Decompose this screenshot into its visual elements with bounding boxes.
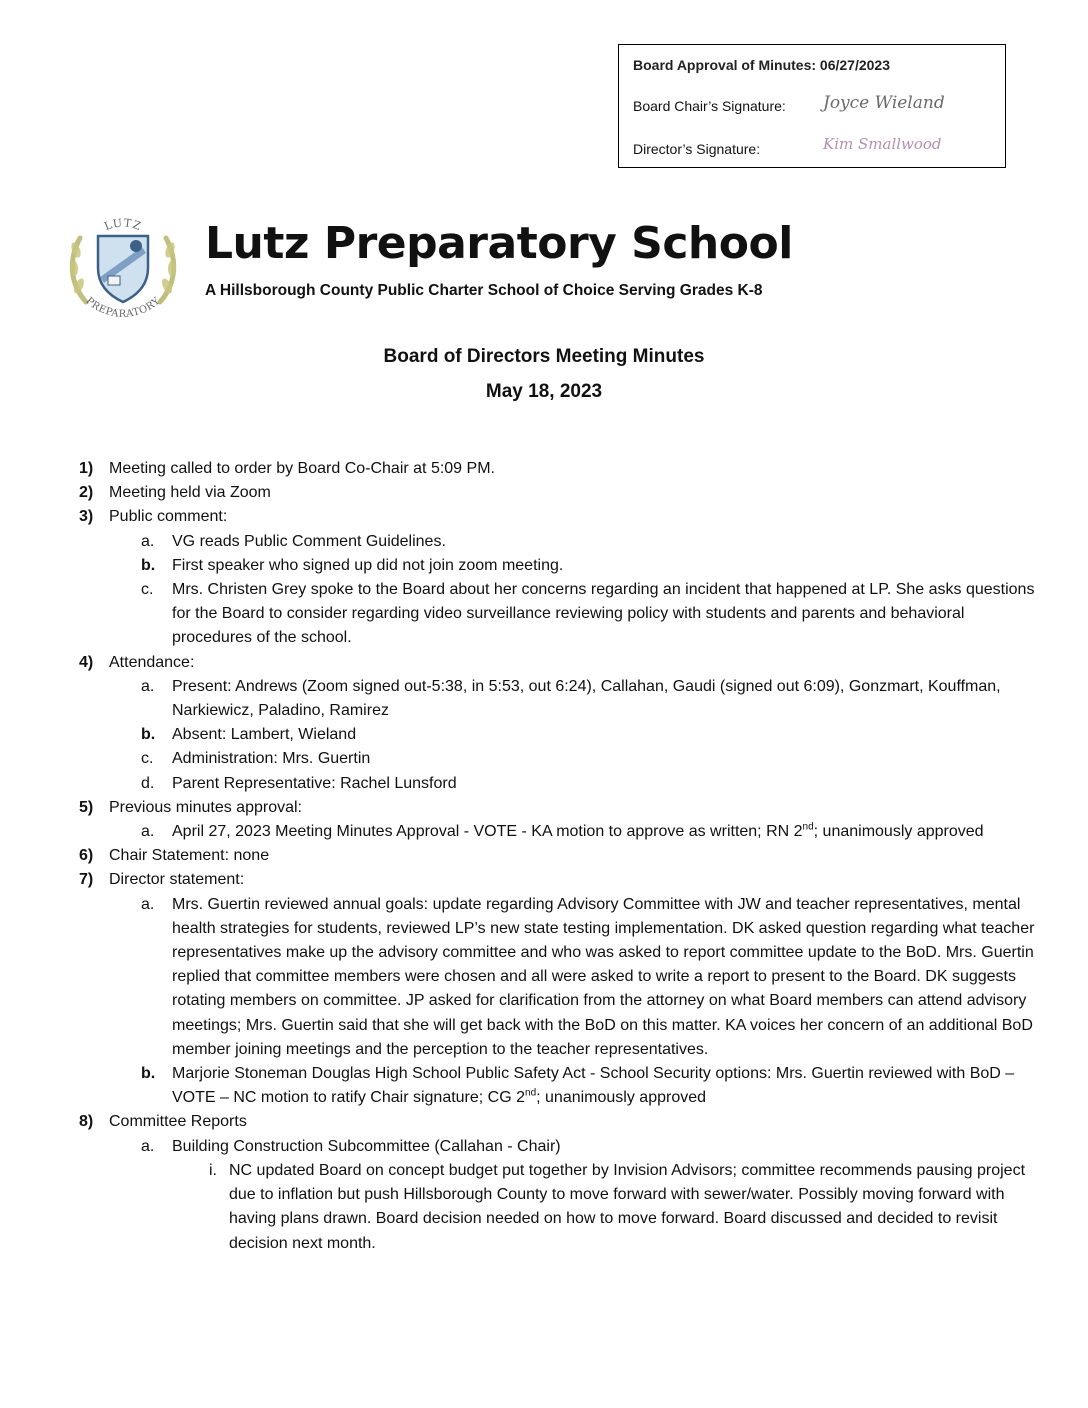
chair-signature: Joyce Wieland bbox=[823, 93, 945, 113]
sub-item bbox=[141, 675, 1039, 723]
sub-item-label: a. bbox=[141, 677, 155, 695]
item-text: Meeting held via Zoom bbox=[109, 484, 271, 502]
item-number: 2) bbox=[79, 484, 94, 502]
item-text: Previous minutes approval: bbox=[109, 798, 302, 816]
item-text: Public comment: bbox=[109, 508, 228, 526]
sub-sub-item bbox=[209, 1159, 1039, 1256]
school-name: Lutz Preparatory School bbox=[205, 218, 793, 269]
sub-item-text: Mrs. Christen Grey spoke to the Board about her concerns regarding an incident that happened at LP. She asks questions for the Board to consider regarding video surveillance reviewing policy with students and parents and behavioral procedures of the school. bbox=[172, 581, 1035, 647]
item-number: 5) bbox=[79, 798, 94, 816]
sub-item bbox=[141, 530, 1039, 554]
sub-sub-item-label: i. bbox=[209, 1161, 217, 1179]
sub-item-label: b. bbox=[141, 1065, 156, 1083]
item-number: 7) bbox=[79, 871, 94, 889]
sub-item-text: Mrs. Guertin reviewed annual goals: update regarding Advisory Committee with JW and teacher representatives, mental health strategies for students, reviewed LP’s new state testing implementation. DK asked question regarding what teacher representatives make up the advisory committee and who was asked to report committee update to the BoD. Mrs. Guertin replied that committee members were chosen and all were asked to write a report to present to the Board. DK suggests rotating members on committee. JP asked for clarification from the attorney on what Board members can attend advisory meetings; Mrs. Guertin said that she will get back with the BoD on this matter. KA voices her concern of an additional BoD member joining meetings and the perception to the teacher representatives. bbox=[172, 895, 1035, 1058]
sub-item-label: c. bbox=[141, 581, 154, 599]
sub-item bbox=[141, 1135, 1039, 1159]
director-signature-label: Director’s Signature: bbox=[633, 141, 761, 157]
item-number: 6) bbox=[79, 847, 94, 865]
sub-item-text: Absent: Lambert, Wieland bbox=[172, 726, 357, 744]
sub-item bbox=[141, 893, 1039, 1062]
svg-text:LUTZ: LUTZ bbox=[102, 216, 144, 234]
sub-item-text: Parent Representative: Rachel Lunsford bbox=[172, 774, 457, 792]
list-item bbox=[79, 457, 1039, 481]
sub-item-text: Marjorie Stoneman Douglas High School Public Safety Act - School Security options: Mrs. Guertin reviewed with BoD – VOTE – NC motion to ratify Chair signature; CG 2 bbox=[172, 1065, 1015, 1107]
sub-item-text: Building Construction Subcommittee (Callahan - Chair) bbox=[172, 1137, 561, 1155]
sub-item-text: Present: Andrews (Zoom signed out-5:38, in 5:53, out 6:24), Callahan, Gaudi (signed out 6:09), Gonzmart, Kouffman, Narkiewicz, Paladino, Ramirez bbox=[172, 677, 1001, 720]
item-number: 3) bbox=[79, 508, 94, 526]
sub-item-label: c. bbox=[141, 750, 154, 768]
item-text: Director statement: bbox=[109, 871, 245, 889]
sub-item-text-end: ; unanimously approved bbox=[536, 1089, 707, 1107]
sub-item-label: a. bbox=[141, 895, 155, 913]
sub-item-text: VG reads Public Comment Guidelines. bbox=[172, 532, 446, 550]
document-title: Board of Directors Meeting Minutes bbox=[383, 346, 705, 367]
sub-item-label: a. bbox=[141, 1137, 155, 1155]
sub-item bbox=[141, 820, 1039, 844]
list-item bbox=[79, 796, 1039, 820]
school-logo bbox=[64, 210, 182, 320]
approval-box bbox=[618, 44, 1006, 168]
minutes-list bbox=[79, 457, 1039, 1256]
sub-item-label: b. bbox=[141, 726, 156, 744]
sub-item bbox=[141, 747, 1039, 771]
school-subtitle: A Hillsborough County Public Charter School of Choice Serving Grades K-8 bbox=[205, 282, 763, 299]
item-text: Attendance: bbox=[109, 653, 195, 671]
sub-item-text: First speaker who signed up did not join zoom meeting. bbox=[172, 556, 564, 574]
sub-item bbox=[141, 578, 1039, 651]
item-number: 4) bbox=[79, 653, 94, 671]
item-number: 1) bbox=[79, 460, 94, 477]
director-signature: Kim Smallwood bbox=[823, 135, 942, 153]
item-number: 8) bbox=[79, 1113, 94, 1131]
sub-sub-item-text: NC updated Board on concept budget put together by Invision Advisors; committee recommends pausing project due to inflation but push Hillsborough County to move forward with sewer/water. Possibly moving forward with having plans drawn. Board decision needed on how to move forward. Board discussed and decided to revisit decision next month. bbox=[229, 1161, 1026, 1252]
sub-item bbox=[141, 1062, 1039, 1110]
list-item bbox=[79, 844, 1039, 868]
item-text: Meeting called to order by Board Co-Chair at 5:09 PM. bbox=[109, 460, 495, 477]
item-text: Committee Reports bbox=[109, 1113, 247, 1131]
sub-item-label: a. bbox=[141, 532, 155, 550]
sub-item bbox=[141, 772, 1039, 796]
document-date: May 18, 2023 bbox=[485, 381, 603, 402]
sub-item bbox=[141, 723, 1039, 747]
list-item bbox=[79, 651, 1039, 675]
sub-item-text: Administration: Mrs. Guertin bbox=[172, 750, 371, 768]
sub-item-label: d. bbox=[141, 774, 155, 792]
sub-item bbox=[141, 554, 1039, 578]
svg-text:PREPARATORY: PREPARATORY bbox=[83, 295, 163, 320]
ordinal-suffix: nd bbox=[525, 1087, 537, 1099]
sub-item-label: b. bbox=[141, 556, 156, 574]
list-item bbox=[79, 868, 1039, 892]
sub-item-text: April 27, 2023 Meeting Minutes Approval - VOTE - KA motion to approve as written; RN 2 bbox=[172, 823, 803, 841]
sub-item-text-end: ; unanimously approved bbox=[813, 823, 984, 841]
sub-item-label: a. bbox=[141, 823, 155, 841]
item-text: Chair Statement: none bbox=[109, 847, 270, 865]
list-item bbox=[79, 481, 1039, 505]
list-item bbox=[79, 1110, 1039, 1134]
list-item bbox=[79, 505, 1039, 529]
approval-title: Board Approval of Minutes: 06/27/2023 bbox=[633, 57, 890, 73]
ordinal-suffix: nd bbox=[802, 821, 814, 833]
chair-signature-label: Board Chair’s Signature: bbox=[633, 98, 786, 114]
